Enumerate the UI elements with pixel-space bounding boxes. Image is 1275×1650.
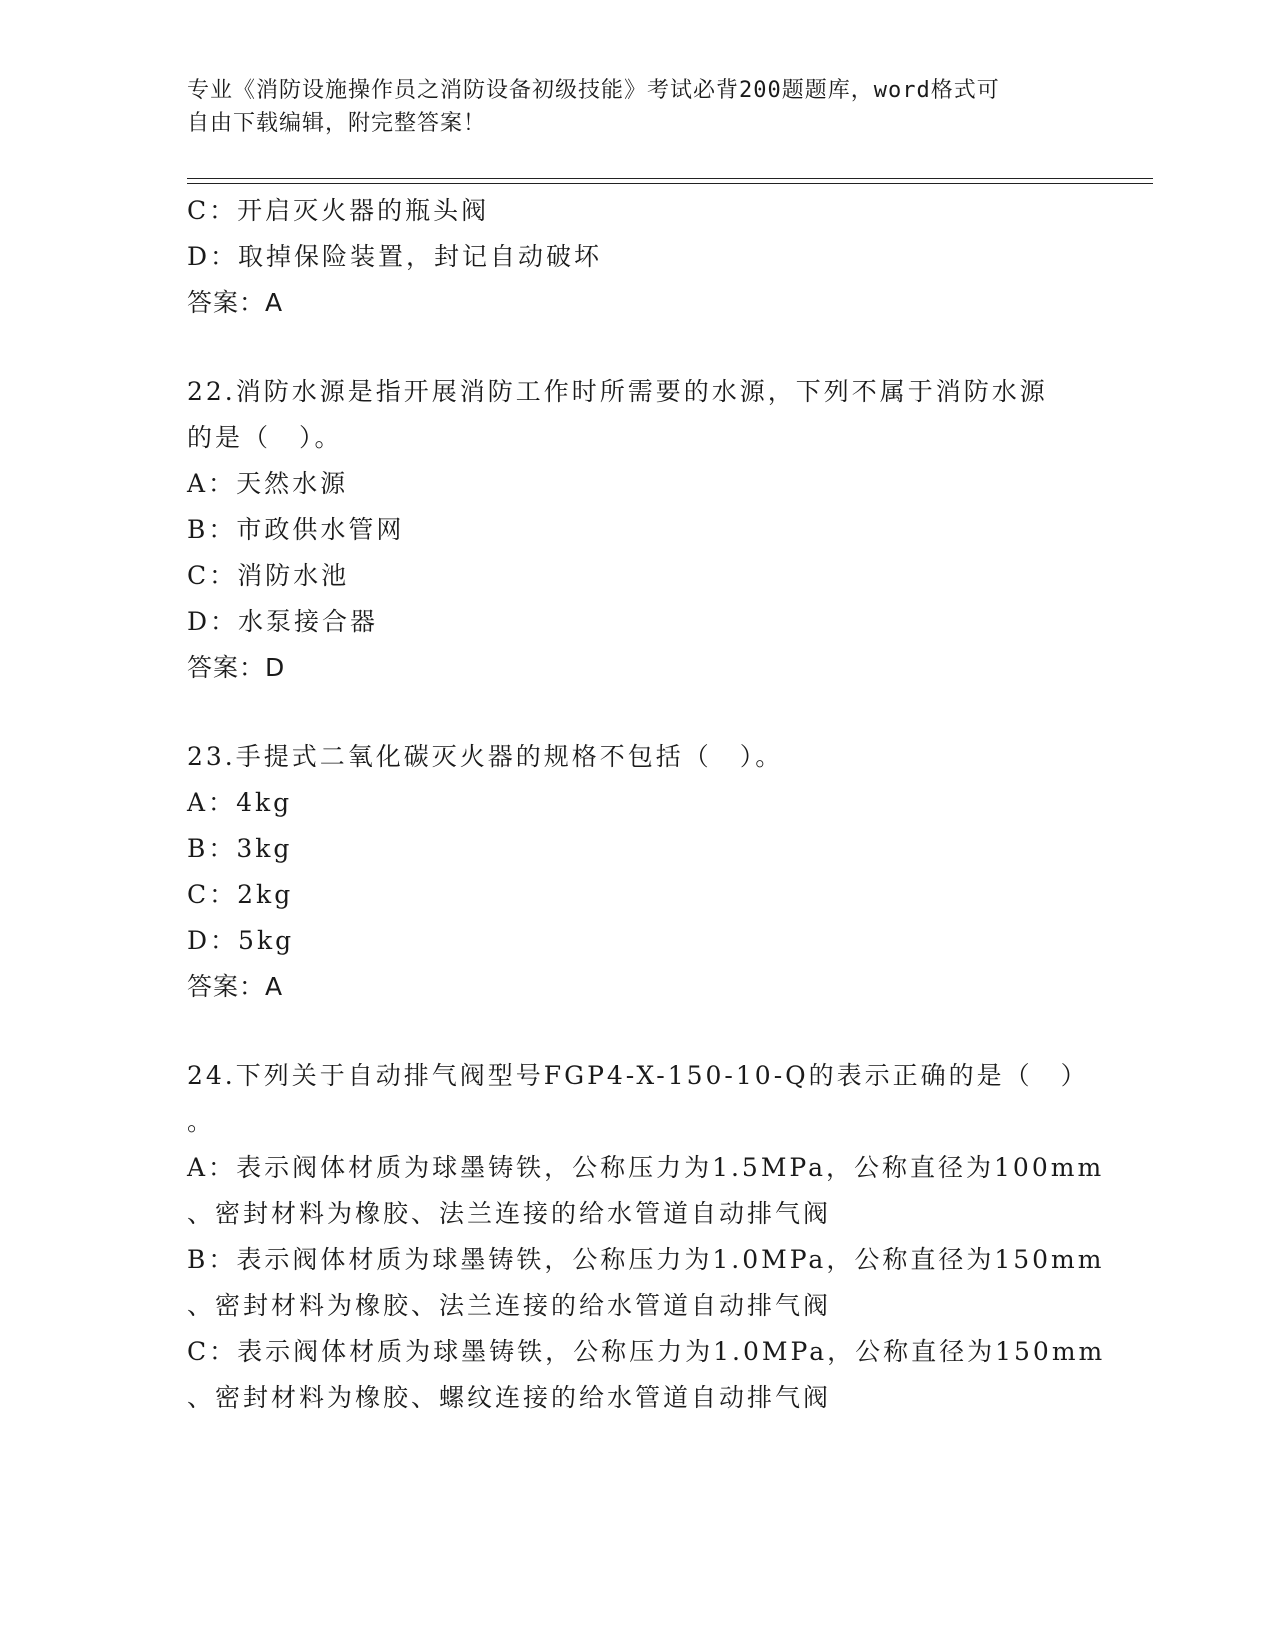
option-line (187, 780, 1087, 826)
option-label: A： (187, 1153, 237, 1182)
option-text: 3kg (236, 834, 293, 863)
question-content (187, 188, 1106, 1421)
option-line (187, 1329, 1106, 1375)
option-line (187, 188, 1087, 234)
question-stem-continued: 的是（ ）。 (187, 423, 343, 452)
option-label: C： (187, 196, 238, 225)
option-continued: 、密封材料为橡胶、螺纹连接的给水管道自动排气阀 (187, 1383, 832, 1412)
document-header (187, 74, 1067, 140)
option-line (187, 599, 1087, 645)
option-label: B： (187, 1245, 237, 1274)
option-text: 天然水源 (236, 469, 349, 498)
option-text: 水泵接合器 (238, 607, 379, 636)
answer-line: 答案：A (187, 972, 284, 1001)
question-stem: 22.消防水源是指开展消防工作时所需要的水源，下列不属于消防水源 (187, 377, 1048, 406)
option-line (187, 918, 1087, 964)
option-text: 表示阀体材质为球墨铸铁，公称压力为1.0MPa，公称直径为150mm (236, 1245, 1105, 1274)
answer-line: 答案：A (187, 288, 284, 317)
option-label: C： (187, 561, 238, 590)
option-text: 表示阀体材质为球墨铸铁，公称压力为1.5MPa，公称直径为100mm (236, 1153, 1105, 1182)
option-continued: 、密封材料为橡胶、法兰连接的给水管道自动排气阀 (187, 1291, 832, 1320)
option-label: B： (187, 834, 237, 863)
option-text: 表示阀体材质为球墨铸铁，公称压力为1.0MPa，公称直径为150mm (237, 1337, 1106, 1366)
header-rule-top (187, 178, 1153, 179)
question-stem: 24.下列关于自动排气阀型号FGP4-X-150-10-Q的表示正确的是（ ） (187, 1061, 1089, 1090)
answer-line: 答案：D (187, 653, 286, 682)
option-text: 5kg (238, 926, 295, 955)
option-text: 消防水池 (237, 561, 350, 590)
option-label: A： (187, 788, 237, 817)
option-label: A： (187, 469, 237, 498)
option-label: D： (187, 607, 239, 636)
option-text: 2kg (237, 880, 294, 909)
question-stem: 23.手提式二氧化碳灭火器的规格不包括（ ）。 (187, 742, 784, 771)
option-text: 4kg (236, 788, 293, 817)
option-line (187, 1237, 1105, 1283)
header-title-line-1: 专业《消防设施操作员之消防设备初级技能》考试必背200题题库，word格式可 (187, 78, 1000, 103)
option-label: D： (187, 242, 239, 271)
option-line (187, 872, 1087, 918)
option-label: C： (187, 1337, 238, 1366)
header-rule-bottom (187, 183, 1153, 184)
option-line (187, 1145, 1105, 1191)
option-continued: 、密封材料为橡胶、法兰连接的给水管道自动排气阀 (187, 1199, 832, 1228)
option-line (187, 507, 1087, 553)
option-text: 取掉保险装置，封记自动破坏 (238, 242, 603, 271)
option-line (187, 461, 1087, 507)
option-line (187, 553, 1087, 599)
option-label: C： (187, 880, 238, 909)
option-text: 市政供水管网 (236, 515, 405, 544)
option-text: 开启灭火器的瓶头阀 (237, 196, 490, 225)
question-stem-continued: 。 (187, 1107, 216, 1136)
option-line (187, 234, 1087, 280)
option-line (187, 826, 1087, 872)
option-label: B： (187, 515, 237, 544)
header-title-line-2: 自由下载编辑，附完整答案！ (187, 111, 487, 136)
option-label: D： (187, 926, 239, 955)
